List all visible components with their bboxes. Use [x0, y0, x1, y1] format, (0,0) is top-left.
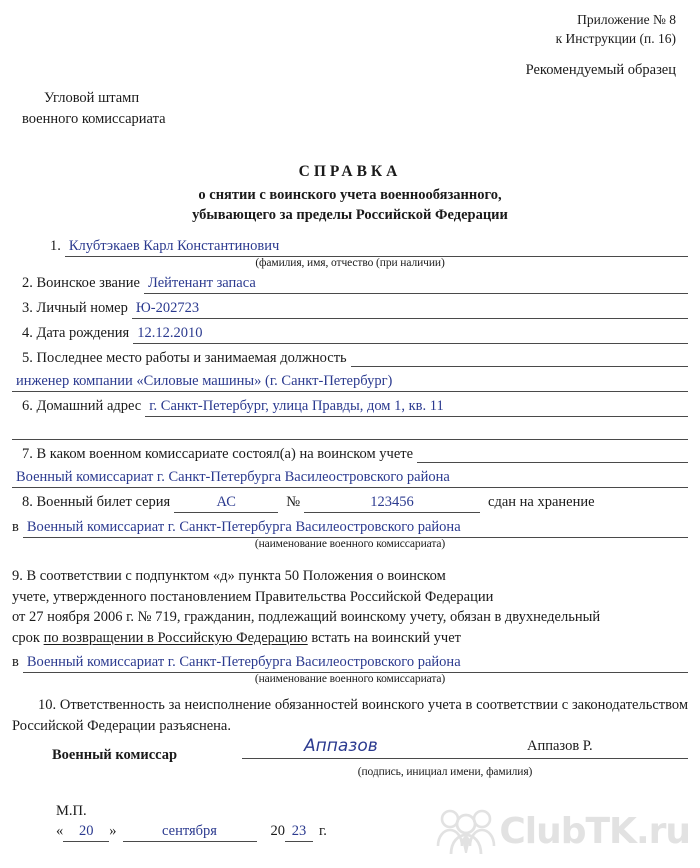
- field-previous-commissariat: [12, 446, 688, 463]
- appendix-line-2: к Инструкции (п. 16): [555, 31, 676, 46]
- field-last-workplace: [12, 350, 688, 367]
- field-previous-commissariat-value-rule: [454, 472, 688, 488]
- field-full-name-number: 1.: [50, 238, 61, 254]
- field-previous-commissariat-value[interactable]: Военный комиссариат г. Санкт-Петербурга Василеостровского района: [12, 469, 454, 488]
- field-military-rank-value[interactable]: Лейтенант запаса: [144, 275, 260, 294]
- field-previous-commissariat-label: 7. В каком военном комиссариате состоял(а) на воинском учете: [22, 446, 414, 462]
- field-personal-number-value[interactable]: Ю-202723: [132, 300, 203, 319]
- clause-9-line-4-underlined: по возвращении в Российскую Федерацию: [43, 629, 308, 646]
- field-home-address-value[interactable]: г. Санкт-Петербург, улица Правды, дом 1, кв. 11: [145, 398, 447, 417]
- corner-stamp-block: [22, 88, 166, 130]
- people-group-icon: [435, 806, 497, 856]
- number-sign-label: №: [286, 494, 301, 510]
- field-military-id: [12, 494, 688, 513]
- document-title-block: [0, 163, 700, 225]
- page-title: СПРАВКА: [298, 163, 402, 180]
- watermark: [435, 806, 690, 856]
- clause-9-commissariat-prefix: в: [12, 654, 19, 670]
- date-year-value[interactable]: 23: [285, 823, 313, 842]
- field-last-workplace-value-row: [12, 373, 688, 392]
- field-last-workplace-value-rule: [396, 376, 688, 392]
- clause-9-line-4-post: встать на воинский учет: [307, 629, 461, 646]
- field-military-id-storage-caption: (наименование военного комиссариата): [254, 538, 446, 550]
- signature-row: [12, 736, 688, 764]
- field-personal-number-rule: [203, 303, 688, 319]
- field-personal-number-label: 3. Личный номер: [22, 300, 128, 316]
- signature-block: [12, 736, 688, 778]
- field-military-id-storage-row: [12, 519, 688, 538]
- field-military-id-label: 8. Военный билет серия: [22, 494, 171, 510]
- signature-printed-name: Аппазов Р.: [527, 738, 593, 754]
- field-military-id-tail-label: сдан на хранение: [488, 494, 595, 510]
- field-military-rank: [12, 275, 688, 294]
- field-full-name-rule: [283, 241, 688, 257]
- field-birth-date-value[interactable]: 12.12.2010: [133, 325, 206, 344]
- signature-line[interactable]: [242, 736, 688, 759]
- corner-stamp-line-1: Угловой штамп: [44, 90, 140, 106]
- clause-9-line-1: 9. В соответствии с подпунктом «д» пункта 50 Положения о воинском: [12, 568, 446, 584]
- field-home-address-rule: [448, 401, 688, 417]
- date-month-value[interactable]: сентября: [123, 823, 257, 842]
- title-subtitle-line-1: о снятии с воинского учета военнообязанного,: [198, 187, 502, 203]
- field-military-id-storage-rule: [465, 522, 688, 538]
- date-row: [56, 823, 327, 842]
- field-birth-date-label: 4. Дата рождения: [22, 325, 130, 341]
- appendix-header: [556, 10, 676, 48]
- clause-9-line-3: от 27 ноября 2006 г. № 719, гражданин, подлежащий воинскому учету, обязан в двухнедельный: [12, 609, 601, 625]
- year-prefix: 20: [270, 823, 285, 839]
- clause-9-paragraph: [12, 566, 688, 648]
- field-military-rank-rule: [260, 278, 688, 294]
- corner-stamp-line-2: военного комиссариата: [22, 111, 166, 127]
- clause-9-commissariat-value[interactable]: Военный комиссариат г. Санкт-Петербурга Василеостровского района: [23, 654, 465, 673]
- field-military-id-number-value[interactable]: 123456: [304, 494, 480, 513]
- field-home-address-label: 6. Домашний адрес: [22, 398, 142, 414]
- field-birth-date: [12, 325, 688, 344]
- blank-rule-after-item-6: [12, 439, 688, 440]
- field-last-workplace-rule: [351, 351, 688, 367]
- field-birth-date-rule: [206, 328, 688, 344]
- title-subtitle-line-2: убывающего за пределы Российской Федерации: [192, 207, 508, 223]
- field-military-id-storage-prefix: в: [12, 519, 19, 535]
- field-military-id-storage-value[interactable]: Военный комиссариат г. Санкт-Петербурга Василеостровского района: [23, 519, 465, 538]
- field-previous-commissariat-rule: [417, 447, 688, 463]
- form-body: [12, 238, 688, 736]
- field-previous-commissariat-value-row: [12, 469, 688, 488]
- field-last-workplace-value[interactable]: инженер компании «Силовые машины» (г. Санкт-Петербург): [12, 373, 396, 392]
- clause-9-line-2: учете, утвержденного постановлением Правительства Российской Федерации: [12, 588, 494, 605]
- watermark-text: ClubTK.ru: [499, 810, 690, 852]
- clause-9-line-4-pre: срок: [12, 629, 44, 646]
- quote-open: «: [56, 823, 64, 839]
- clause-9-commissariat-rule: [465, 657, 688, 673]
- clause-9-line-4: [12, 628, 688, 649]
- year-unit-label: г.: [319, 823, 327, 839]
- quote-close: »: [109, 823, 117, 839]
- clause-9-commissariat-caption: (наименование военного комиссариата): [254, 673, 446, 685]
- signature-caption: (подпись, инициал имени, фамилия): [357, 766, 533, 778]
- field-personal-number: [12, 300, 688, 319]
- field-military-id-series-value[interactable]: АС: [174, 494, 278, 513]
- clause-9-commissariat-row: [12, 654, 688, 673]
- handwritten-signature: Аппазов: [304, 736, 378, 756]
- field-full-name-value[interactable]: Клубтэкаев Карл Константинович: [65, 238, 283, 257]
- signature-title: Военный комиссар: [52, 747, 178, 763]
- appendix-line-1: Приложение № 8: [577, 12, 676, 27]
- field-last-workplace-label: 5. Последнее место работы и занимаемая должность: [22, 350, 347, 366]
- recommended-sample-label: Рекомендуемый образец: [525, 62, 676, 78]
- field-full-name: [12, 238, 688, 257]
- seal-place-label: М.П.: [56, 803, 87, 819]
- field-home-address: [12, 398, 688, 417]
- clause-10-paragraph: 10. Ответственность за неисполнение обязанностей воинского учета в соответствии с законодательством Российской Федерации разъяснена.: [12, 697, 688, 734]
- date-day-value[interactable]: 20: [63, 823, 109, 842]
- date-block: [56, 803, 327, 842]
- field-full-name-caption: (фамилия, имя, отчество (при наличии): [255, 257, 445, 269]
- field-military-rank-label: 2. Воинское звание: [22, 275, 140, 291]
